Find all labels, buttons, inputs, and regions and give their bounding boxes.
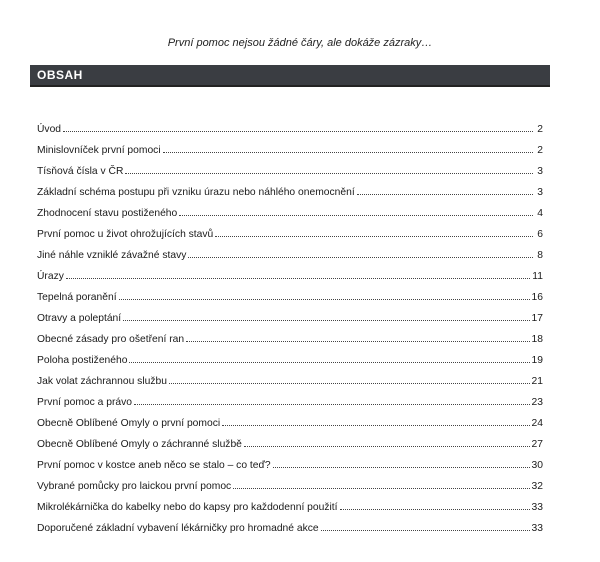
- toc-entry[interactable]: [37, 240, 543, 261]
- toc-entry-title: Úrazy: [37, 271, 64, 282]
- toc-entry-title: Úvod: [37, 124, 62, 135]
- toc-entry[interactable]: [37, 198, 543, 219]
- toc-dot-leader: [233, 487, 529, 489]
- toc-entry-page: 17: [531, 313, 543, 324]
- toc-entry-title: Vybrané pomůcky pro laickou první pomoc: [37, 481, 232, 492]
- toc-entry-page: 19: [531, 355, 543, 366]
- toc-entry-page: 6: [537, 229, 543, 240]
- toc-dot-leader: [340, 508, 530, 510]
- toc-dot-leader: [357, 193, 533, 195]
- toc-entry-title: Tepelná poranění: [37, 292, 117, 303]
- toc-entry-title: Poloha postiženého: [37, 355, 128, 366]
- toc-entry[interactable]: [37, 219, 543, 240]
- page-motto: První pomoc nejsou žádné čáry, ale dokáže zázraky…: [167, 37, 433, 49]
- toc-dot-leader: [63, 130, 533, 132]
- toc-entry[interactable]: [37, 135, 543, 156]
- toc-entry[interactable]: [37, 492, 543, 513]
- toc-entry[interactable]: [37, 261, 543, 282]
- toc-entry-title: První pomoc a právo: [37, 397, 133, 408]
- toc-dot-leader: [179, 214, 533, 216]
- toc-entry-page: 18: [531, 334, 543, 345]
- table-of-contents: [37, 114, 543, 534]
- toc-entry[interactable]: [37, 156, 543, 177]
- toc-dot-leader: [188, 256, 533, 258]
- toc-entry-page: 33: [531, 523, 543, 534]
- toc-dot-leader: [134, 403, 530, 405]
- toc-entry[interactable]: [37, 471, 543, 492]
- toc-entry-page: 2: [537, 145, 543, 156]
- toc-dot-leader: [215, 235, 533, 237]
- toc-entry[interactable]: [37, 177, 543, 198]
- toc-entry-page: 3: [537, 166, 543, 177]
- toc-entry-title: Obecné zásady pro ošetření ran: [37, 334, 185, 345]
- toc-dot-leader: [273, 466, 530, 468]
- toc-dot-leader: [186, 340, 529, 342]
- toc-entry-title: Otravy a poleptání: [37, 313, 122, 324]
- toc-entry-page: 30: [531, 460, 543, 471]
- toc-entry-page: 8: [537, 250, 543, 261]
- toc-dot-leader: [163, 151, 533, 153]
- toc-entry-page: 32: [531, 481, 543, 492]
- toc-entry-page: 4: [537, 208, 543, 219]
- toc-entry-title: Základní schéma postupu při vzniku úrazu nebo náhlého onemocnění: [37, 187, 355, 198]
- section-title: OBSAH: [37, 68, 83, 82]
- toc-entry-page: 16: [531, 292, 543, 303]
- toc-entry[interactable]: [37, 450, 543, 471]
- toc-dot-leader: [169, 382, 530, 384]
- toc-entry-title: Obecně Oblíbené Omyly o záchranné službě: [37, 439, 242, 450]
- toc-entry-title: Obecně Oblíbené Omyly o první pomoci: [37, 418, 221, 429]
- toc-entry-page: 27: [531, 439, 543, 450]
- toc-entry[interactable]: [37, 303, 543, 324]
- toc-dot-leader: [321, 529, 530, 531]
- toc-entry-title: Mikrolékárnička do kabelky nebo do kapsy pro každodenní použití: [37, 502, 338, 513]
- toc-entry[interactable]: [37, 114, 543, 135]
- toc-entry[interactable]: [37, 345, 543, 366]
- toc-entry[interactable]: [37, 366, 543, 387]
- toc-entry-page: 21: [531, 376, 543, 387]
- toc-entry-title: Doporučené základní vybavení lékárničky pro hromadné akce: [37, 523, 319, 534]
- toc-entry-page: 3: [537, 187, 543, 198]
- toc-dot-leader: [129, 361, 529, 363]
- toc-entry[interactable]: [37, 324, 543, 345]
- toc-entry-title: Jiné náhle vzniklé závažné stavy: [37, 250, 187, 261]
- toc-entry[interactable]: [37, 387, 543, 408]
- toc-dot-leader: [123, 319, 529, 321]
- toc-entry-page: 11: [532, 271, 543, 282]
- toc-entry[interactable]: [37, 282, 543, 303]
- toc-entry-page: 33: [531, 502, 543, 513]
- toc-entry-title: Minislovníček první pomoci: [37, 145, 161, 156]
- toc-entry-title: První pomoc v kostce aneb něco se stalo – co teď?: [37, 460, 271, 471]
- toc-dot-leader: [119, 298, 530, 300]
- toc-entry-page: 23: [531, 397, 543, 408]
- toc-entry-title: Tísňová čísla v ČR: [37, 166, 124, 177]
- toc-dot-leader: [66, 277, 530, 279]
- section-header: [30, 65, 550, 87]
- toc-entry[interactable]: [37, 408, 543, 429]
- toc-entry-page: 24: [531, 418, 543, 429]
- toc-entry[interactable]: [37, 513, 543, 534]
- toc-dot-leader: [244, 445, 530, 447]
- toc-entry-title: Zhodnocení stavu postiženého: [37, 208, 178, 219]
- toc-dot-leader: [222, 424, 529, 426]
- toc-entry-page: 2: [537, 124, 543, 135]
- toc-entry[interactable]: [37, 429, 543, 450]
- toc-entry-title: Jak volat záchrannou službu: [37, 376, 167, 387]
- toc-dot-leader: [125, 172, 533, 174]
- toc-entry-title: První pomoc u život ohrožujících stavů: [37, 229, 214, 240]
